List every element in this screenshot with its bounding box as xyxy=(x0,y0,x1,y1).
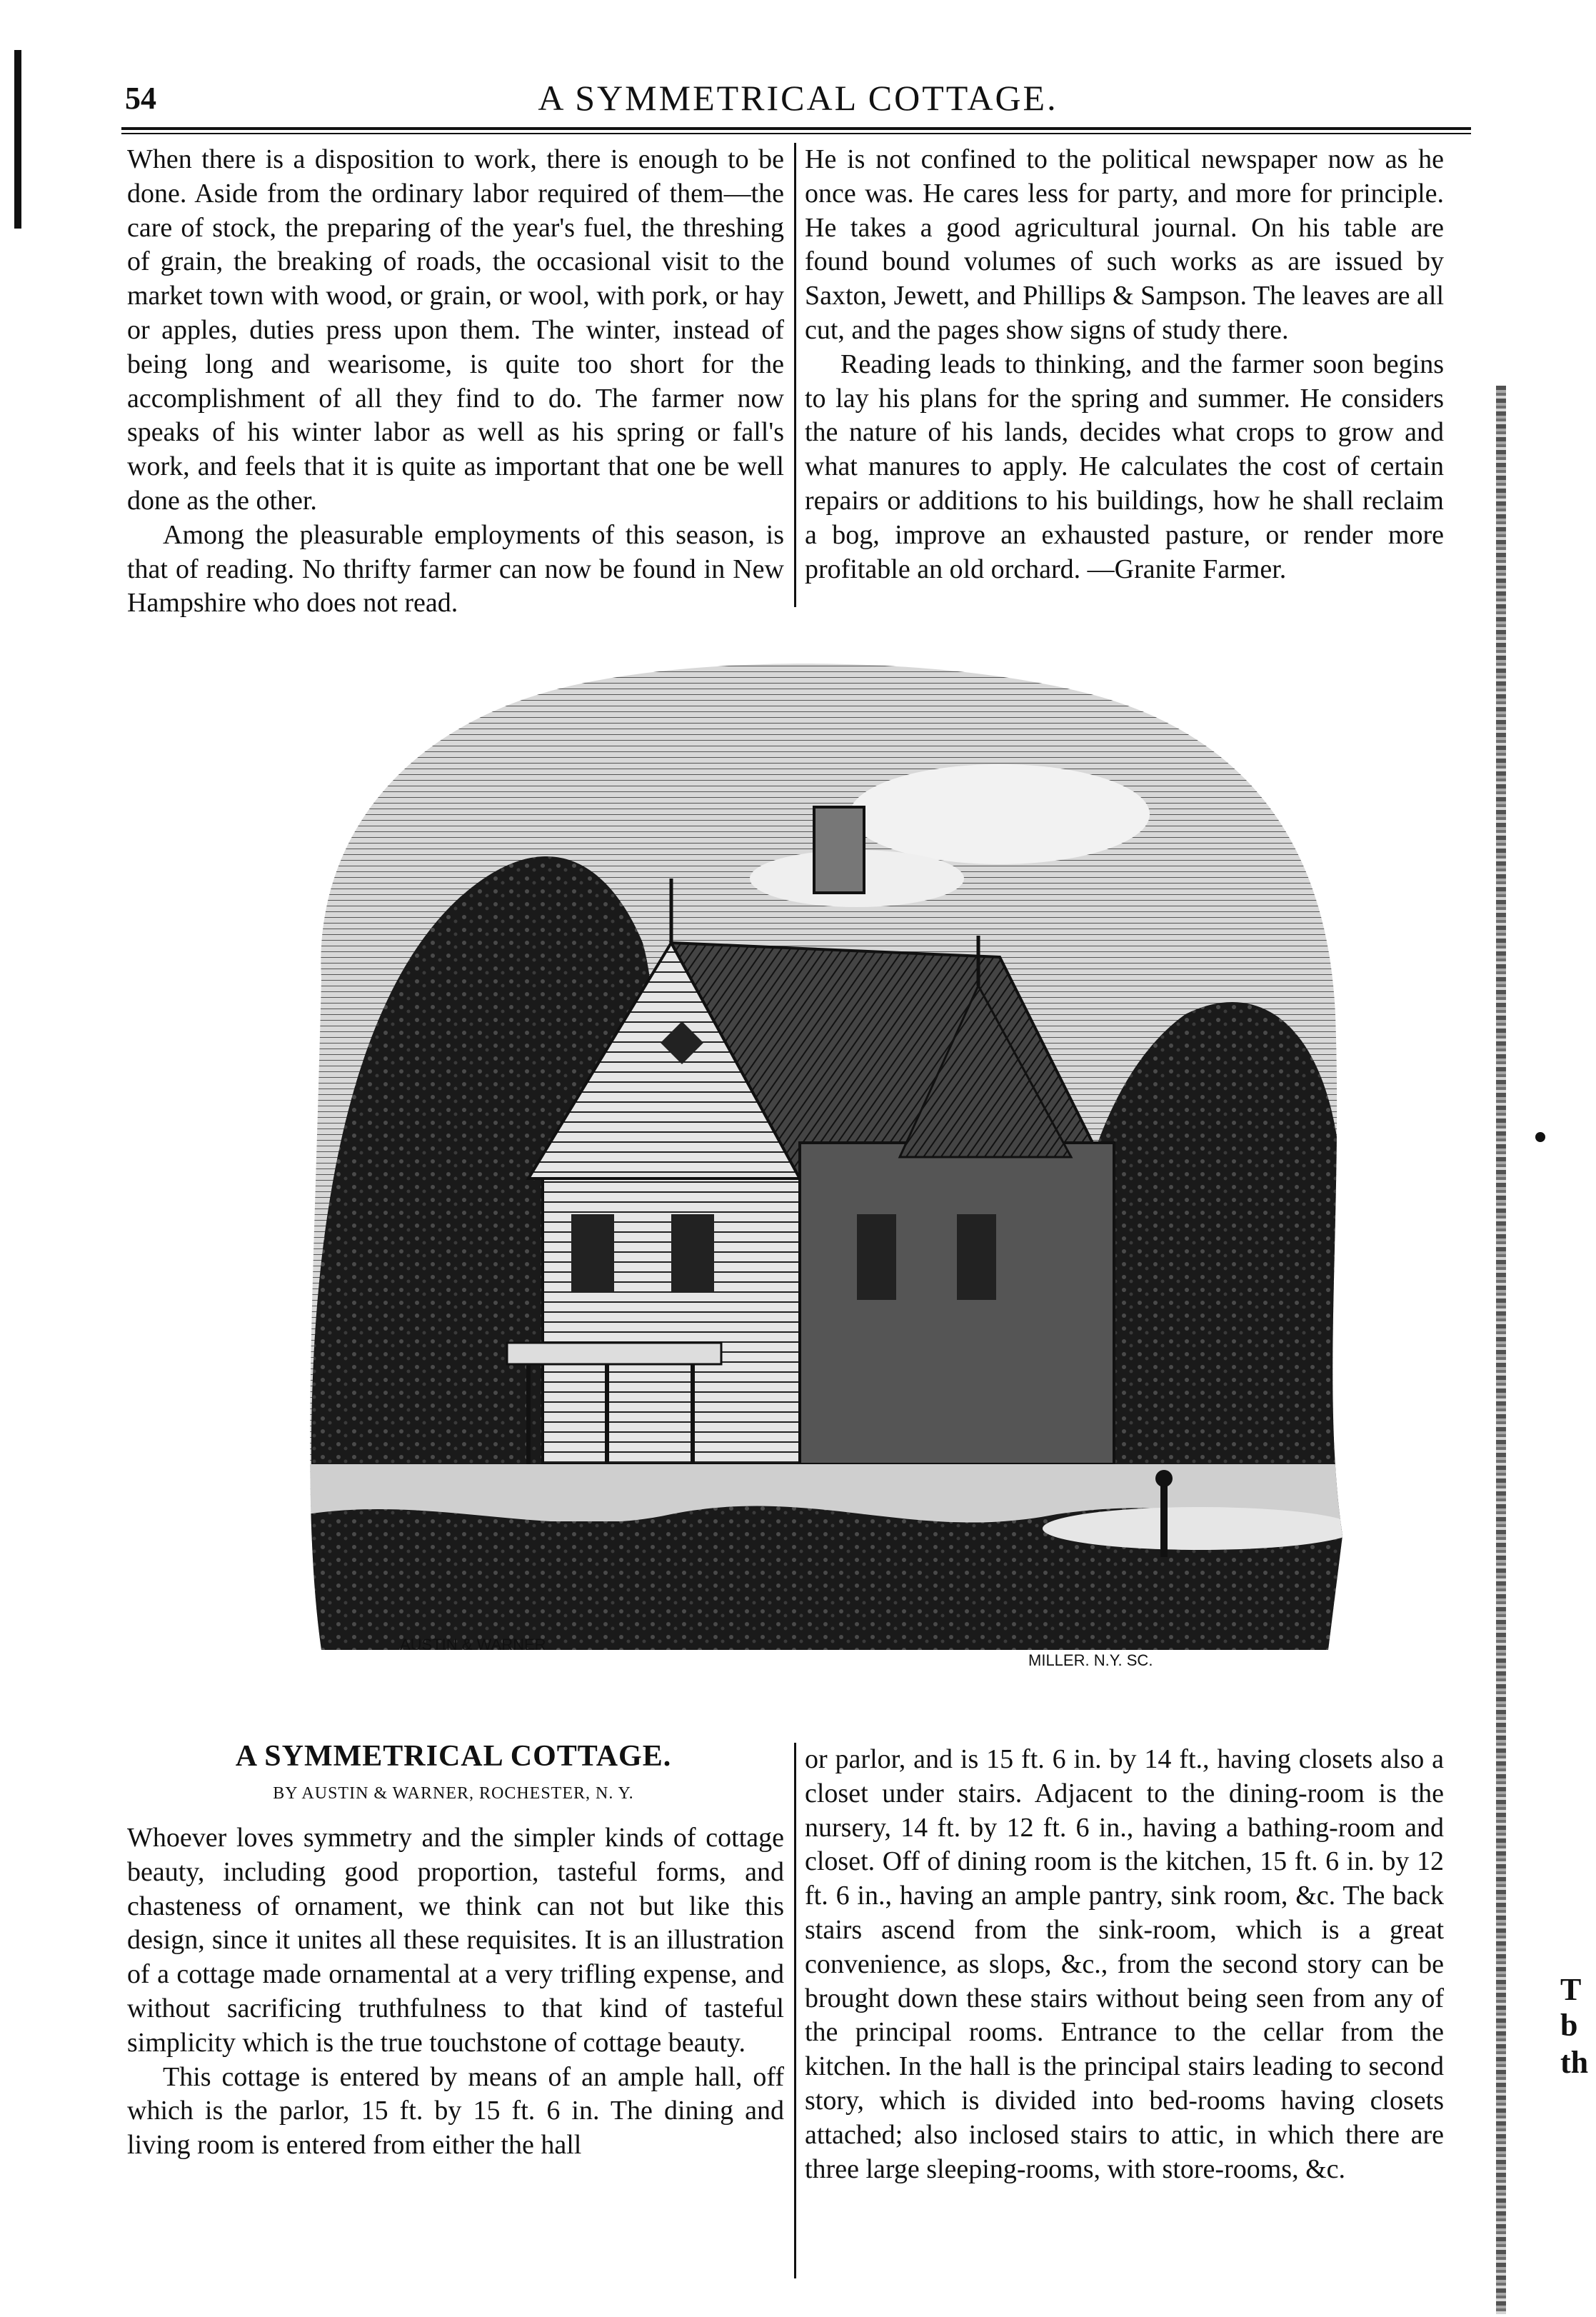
article-title: A SYMMETRICAL COTTAGE. xyxy=(235,1740,672,1773)
facing-page-fragment: th xyxy=(1560,2045,1589,2080)
side-wall xyxy=(800,1143,1114,1464)
window xyxy=(957,1214,996,1300)
engraving-scene xyxy=(271,643,1371,1693)
column-divider xyxy=(794,1743,796,2278)
window xyxy=(571,1214,614,1293)
paragraph: Reading leads to thinking, and the farmer soon begins to lay his plans for the spring and summer. He considers the nature of his lands, decides what crops to grow and what manures to apply. He calculates the cost of certain repairs or additions to his buildings, how he shall reclaim a bog, improve an exhausted pasture, or render more profitable an old orchard. —Granite Farmer. xyxy=(805,349,1444,584)
article-right-column xyxy=(805,1743,1444,2186)
paragraph: Whoever loves symmetry and the simpler kinds of cottage beauty, including good proportion, tasteful forms, and chasteness of ornament, we think can not but like this design, since it unites all these requisites. It is an illustration of a cottage made ornamental at a very trifling expense, and without sacrificing truthfulness to that kind of tasteful simplicity which is the true touchstone of cottage beauty. xyxy=(127,1823,784,2058)
window xyxy=(857,1214,896,1300)
page-number: 54 xyxy=(125,81,156,116)
margin-dot xyxy=(1535,1132,1545,1142)
path xyxy=(1043,1507,1357,1550)
article-byline: BY AUSTIN & WARNER, ROCHESTER, N. Y. xyxy=(273,1784,634,1803)
facing-page-edge xyxy=(1496,386,1506,2314)
running-title: A SYMMETRICAL COTTAGE. xyxy=(538,78,1058,118)
top-right-column xyxy=(805,143,1444,586)
facing-page-fragment: b xyxy=(1560,2008,1578,2043)
engraver-signature-right: MILLER. N.Y. SC. xyxy=(1028,1651,1153,1669)
chimney xyxy=(814,807,864,893)
figure-head xyxy=(1155,1470,1173,1487)
paragraph: This cottage is entered by means of an ample hall, off which is the parlor, 15 ft. by 15 ft. 6 in. The dining and living room is entered from either the hall xyxy=(127,2061,784,2161)
header-rule-top xyxy=(121,127,1471,130)
facing-page-fragment: T xyxy=(1560,1972,1582,2007)
paragraph: or parlor, and is 15 ft. 6 in. by 14 ft., having closets also a closet under stairs. Adjacent to the dining-room is the nursery, 14 ft. by 12 ft. 6 in., having a bathing-room and closet. Off of dining room is the kitchen, 15 ft. 6 in. by 12 ft. 6 in., having an ample pantry, sink room, &c. The back stairs ascend from the sink-room, which is a great convenience, as slops, &c., from the second story can be brought down these stairs without being seen from any of the principal rooms. Entrance to the cellar from the kitchen. In the hall is the principal stairs leading to second story, which is divided into bed-rooms having closets attached; also inclosed stairs to attic, in which there are three large sleeping-rooms, with store-rooms, &c. xyxy=(805,1744,1444,2184)
paragraph: Among the pleasurable employments of this season, is that of reading. No thrifty farmer can now be found in New Hampshire who does not read. xyxy=(127,519,784,619)
cottage-engraving xyxy=(271,643,1371,1693)
paragraph: He is not confined to the political newspaper now as he once was. He cares less for party, and more for principle. He takes a good agricultural journal. On his table are found bound volumes of such works as are issued by Saxton, Jewett, and Phillips & Sampson. The leaves are all cut, and the pages show signs of study there. xyxy=(805,144,1444,345)
porch-roof xyxy=(507,1343,721,1364)
cloud xyxy=(850,764,1150,864)
paragraph: When there is a disposition to work, there is enough to be done. Aside from the ordinary labor required of them—the care of stock, the preparing of the year's fuel, the threshing of grain, the breaking of roads, the occasional visit to the market town with wood, or grain, or wool, with pork, or hay or apples, duties press upon them. The winter, instead of being long and wearisome, is quite too short for the accomplishment of all they find to do. The farmer now speaks of his winter labor as well as his spring or fall's work, and feels that it is quite as important that one be well done as the other. xyxy=(127,144,784,516)
article-left-column xyxy=(127,1821,784,2163)
window xyxy=(671,1214,714,1293)
header-rule-bottom xyxy=(121,133,1471,134)
column-divider xyxy=(794,143,796,607)
top-left-column xyxy=(127,143,784,621)
engraver-signature-left: AUSTIN & WARNER xyxy=(400,1636,546,1653)
